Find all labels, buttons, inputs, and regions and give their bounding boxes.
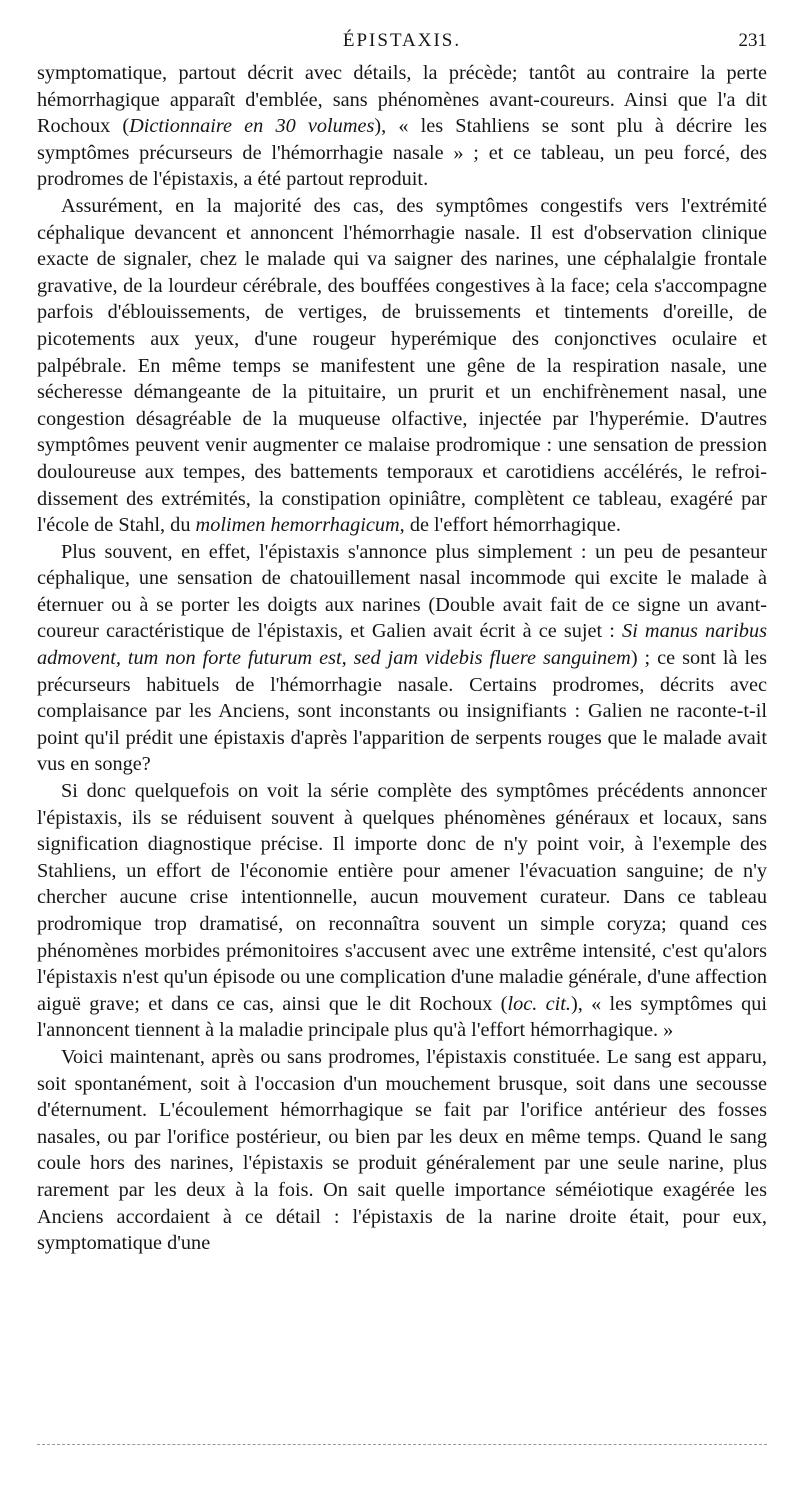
text-run: , de l'effort hémorrhagique. (399, 514, 621, 537)
text-run: symptomatique, partout décrit avec détails, la précède; tantôt au contraire la perte hémorrhagique apparaît d'emblée, sans phénomènes avant-coureurs. Ainsi que l'a dit Rochoux ( (37, 62, 767, 138)
text-run: ), « les symptômes qui l'annoncent tiennent à la maladie principale plus qu'à l'effort hémorrhagique. » (37, 992, 768, 1042)
text-run: ) ; ce sont là les précurseurs habituels de l'hémorrhagie nasale. Certains prodromes, décrits avec complaisance par les Anciens, sont inconstants ou insignifiants : Galien ne raconte-t-il point qu'il prédit une épistaxis d'après l'apparition de serpents rouges que le malade avait vus en songe? (37, 647, 768, 776)
paragraph (37, 539, 767, 778)
italic-run: molimen hemorrhagicum (195, 514, 400, 537)
page-bottom-rule (37, 1444, 767, 1445)
running-title: ÉPISTAXIS. (342, 30, 462, 51)
page-number: 231 (738, 30, 767, 51)
italic-run: Si manus naribus admovent, tum non forte futurum est, sed jam videbis fluere sanguinem (37, 620, 767, 670)
running-header (37, 30, 767, 60)
paragraph (37, 1044, 767, 1257)
text-run: Si donc quelquefois on voit la série complète des symptômes précédents annoncer l'épistaxis, ils se réduisent souvent à quelques phénomènes généraux et locaux, sans signification diagnostique précise. Il importe donc de n'y point voir, à l'exemple des Stahliens, un effort de l'économie entière pour amener l'évacuation sanguine; de n'y chercher aucune crise intentionnelle, aucun mouvement curateur. Dans ce tableau prodromique trop dramatisé, on reconnaîtra souvent un simple coryza; quand ces phénomènes morbides prémonitoires s'accusent avec une extrême intensité, c'est qu'alors l'épistaxis n'est qu'un épisode ou une complication d'une maladie générale, d'une affection aiguë grave; et dans ce cas, ainsi que le dit Rochoux ( (37, 780, 767, 1015)
book-page (37, 30, 767, 1257)
text-run: Voici maintenant, après ou sans prodromes, l'épistaxis constituée. Le sang est apparu, soit spontanément, soit à l'occasion d'un mouchement brusque, soit dans une secousse d'éternument. L'écoulement hémorrhagique se fait par l'orifice antérieur des fosses nasales, ou par l'orifice postérieur, ou bien par les deux en même temps. Quand le sang coule hors des narines, l'épistaxis se produit généralement par une seule narine, plus rarement par les deux à la fois. On sait quelle importance séméiotique exagérée les Anciens accordaient à ce détail : l'épistaxis de la narine droite était, pour eux, symptomatique d'une (37, 1045, 767, 1255)
text-run: Plus souvent, en effet, l'épistaxis s'annonce plus simplement : un peu de pesanteur céphalique, une sensation de chatouillement nasal incommode qui excite le malade à éternuer ou à se porter les doigts aux narines (Double avait fait de ce signe un avant-coureur caractéristique de l'épistaxis, et Galien avait écrit à ce sujet : (37, 540, 767, 643)
text-run: Assurément, en la majorité des cas, des symptômes congestifs vers l'extrémité céphalique devancent et annoncent l'hémorrhagie nasale. Il est d'observation clinique exacte de signaler, chez le malade qui va saigner des narines, une céphalalgie frontale gravative, de la lourdeur cérébrale, des bouffées congestives à la face; cela s'accompagne parfois d'éblouissements, de vertiges, de bruissements et tintements d'oreille, de picotements aux yeux, d'une rougeur hyperémique des conjonctives oculaire et palpébrale. En même temps se manifestent une gêne de la respiration nasale, une sécheresse démangeante de la pituitaire, un prurit et un enchifrènement nasal, une congestion désagréable de la muqueuse olfactive, injectée par l'hyperémie. D'autres symptômes peuvent venir augmenter ce malaise prodromique : une sensation de pression douloureuse aux tempes, des battements temporaux et carotidiens accélérés, le refroidissement des extrémités, la constipation opiniâtre, complètent ce tableau, exagéré par l'école de Stahl, du (37, 194, 767, 537)
paragraph (37, 60, 767, 193)
body-text (37, 60, 767, 1257)
paragraph (37, 778, 767, 1044)
paragraph (37, 193, 767, 539)
italic-run: loc. cit. (507, 992, 571, 1015)
italic-run: Dictionnaire en 30 volumes (129, 115, 375, 138)
text-run: ), « les Stahliens se sont plu à décrire les symptômes précurseurs de l'hémorrhagie nasale » ; et ce tableau, un peu forcé, des prodromes de l'épistaxis, a été partout reproduit. (37, 115, 767, 191)
